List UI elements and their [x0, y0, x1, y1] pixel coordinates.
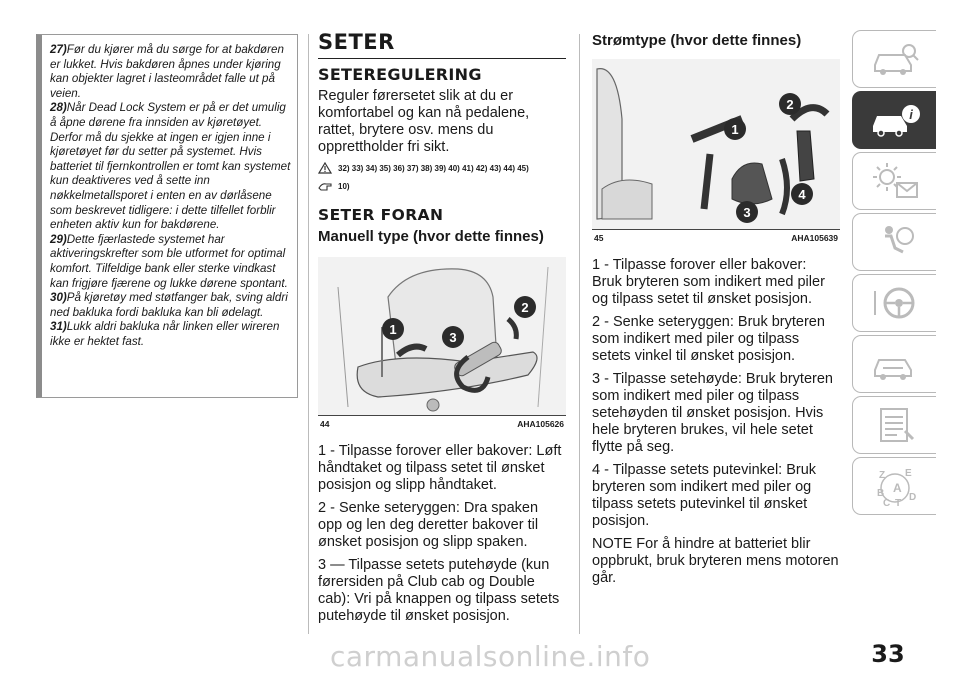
- right-column: [592, 30, 840, 587]
- instruction-item: 2 - Senke seteryggen: Dra spaken opp og len deg deretter bakover til ønsket posisjon og slipp spaken.: [318, 500, 539, 550]
- svg-text:4: 4: [798, 187, 806, 202]
- manual-seat-illustration: [318, 257, 566, 415]
- airbag-person-icon: [869, 220, 921, 264]
- instruction-item: 3 - Tilpasse setehøyde: Bruk bryteren som indikert med piler og tilpass setehøyden til ønsket posisjon. Hvis hele bryteren brukes, vil hele setet flytte på seg.: [592, 371, 833, 455]
- warning-triangle-icon: [318, 162, 332, 174]
- note-references: 10): [318, 180, 566, 192]
- car-info-icon: [869, 98, 921, 142]
- svg-text:E: E: [904, 468, 912, 479]
- tab-service[interactable]: [852, 335, 936, 393]
- warning-references: 32) 33) 34) 35) 36) 37) 38) 39) 40) 41) 42) 43) 44) 45): [318, 162, 566, 174]
- warning-29: 29)Dette fjærlastede systemet har aktiveringskrefter som ble utformet for optimal komfort. Tilfeldige bank eller sterke vindkast kan frigjøre fjærene og lukke dørene spontant.: [50, 232, 288, 290]
- svg-text:i: i: [908, 107, 913, 122]
- tab-warning-lights[interactable]: [852, 152, 936, 210]
- watermark: carmanualsonline.info: [330, 640, 651, 673]
- page-number: 33: [871, 640, 905, 668]
- svg-text:C: C: [882, 498, 890, 508]
- svg-text:3: 3: [743, 205, 751, 220]
- svg-text:2: 2: [521, 300, 529, 315]
- warning-30: 30)På kjøretøy med støtfanger bak, sving aldri ned bakluka fordi bakluka kan bli ødelagt.: [50, 291, 288, 319]
- warnings-box: [36, 34, 298, 398]
- svg-text:T: T: [894, 498, 901, 508]
- svg-text:B: B: [876, 488, 884, 499]
- warning-27: 27)Før du kjører må du sørge for at bakdøren er lukket. Hvis bakdøren åpnes under kjøring kan objekter lagret i lasteområdet falle ut på veien.: [50, 43, 284, 100]
- tab-car-info[interactable]: [852, 91, 936, 149]
- figure-45: [592, 59, 840, 230]
- svg-text:1: 1: [731, 122, 739, 137]
- instruction-item: 2 - Senke seteryggen: Bruk bryteren som indikert med piler og tilpass setets vinkel til ønsket posisjon.: [592, 314, 825, 364]
- warning-31: 31)Lukk aldri bakluka når linken eller wireren ikke er hektet fast.: [50, 320, 280, 348]
- tab-technical-data[interactable]: [852, 396, 936, 454]
- svg-text:D: D: [908, 492, 916, 503]
- tab-index[interactable]: [852, 457, 936, 515]
- instruction-item: 1 - Tilpasse forover eller bakover: Løft håndtaket og tilpass setet til ønsket posisjon og slipp håndtaket.: [318, 443, 562, 493]
- subsection-heading: SETER FORAN: [318, 206, 444, 224]
- figure-caption: 45 AHA105639: [594, 233, 838, 243]
- center-column: [318, 30, 566, 625]
- svg-text:Z: Z: [878, 470, 885, 481]
- tab-safety[interactable]: [852, 213, 936, 271]
- figure-caption: 44 AHA105626: [320, 419, 564, 429]
- alphabet-index-icon: [869, 464, 921, 508]
- instruction-item: 3 — Tilpasse setets putehøyde (kun førersiden på Club cab og Double cab): Vri på knappen og tilpass setets putehøyde til ønsket posisjon.: [318, 557, 560, 624]
- intro-paragraph: Reguler førersetet slik at du er komfortabel og kan nå pedalene, rattet, brytere osv. mens du opprettholder fri sikt.: [318, 88, 530, 155]
- svg-text:3: 3: [449, 330, 457, 345]
- warning-28: 28)Når Dead Lock System er på er det umulig å åpne dørene fra innsiden av kjøretøyet. Derfor må du sjekke at ingen er igjen inne i kjøretøyet før du setter på systemet. Hvis batteriet til fjernkontrollen er tomt kan systemet kun deaktiveres ved å sette inn nøkkelmetallsporet i enten en av dørlåsene som beskrevet tidligere: i dette tilfellet forblir enheten aktiv kun for bakdørene.: [50, 101, 291, 232]
- steering-wheel-icon: [869, 281, 921, 325]
- instruction-item: 1 - Tilpasse forover eller bakover: Bruk bryteren som indikert med piler og tilpass setet til ønsket posisjon.: [592, 257, 825, 307]
- manual-type-heading: Manuell type (hvor dette finnes): [318, 228, 544, 245]
- tab-driving[interactable]: [852, 274, 936, 332]
- column-divider: [579, 34, 580, 634]
- page-title: SETER: [318, 30, 566, 59]
- checklist-icon: [869, 403, 921, 447]
- car-service-icon: [869, 342, 921, 386]
- warning-light-icon: [869, 159, 921, 203]
- instruction-item: 4 - Tilpasse setets putevinkel: Bruk bryteren som indikert med piler og tilpass setets putevinkel til ønsket posisjon.: [592, 462, 817, 529]
- chapter-index-sidebar: [852, 30, 936, 518]
- section-heading: SETEREGULERING: [318, 65, 482, 84]
- tab-car-search[interactable]: [852, 30, 936, 88]
- power-type-heading: Strømtype (hvor dette finnes): [592, 32, 802, 49]
- svg-text:2: 2: [786, 97, 794, 112]
- power-seat-illustration: [592, 59, 840, 229]
- column-divider: [308, 34, 309, 634]
- svg-text:1: 1: [389, 322, 397, 337]
- note-hand-icon: [318, 180, 332, 192]
- figure-44: [318, 257, 566, 416]
- svg-text:A: A: [892, 481, 902, 495]
- car-search-icon: [869, 37, 921, 81]
- note-paragraph: NOTE For å hindre at batteriet blir oppbrukt, bruk bryteren mens motoren går.: [592, 536, 839, 586]
